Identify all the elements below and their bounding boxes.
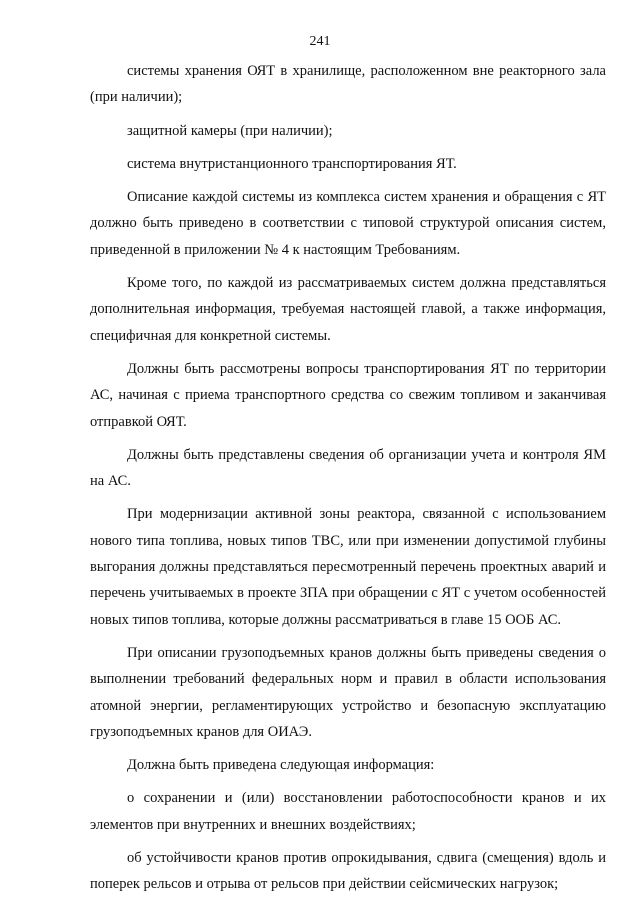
paragraph: При модернизации активной зоны реактора, связанной с использованием нового типа топлива, новых типов ТВС, или при изменении допустимой глубины выгорания должны представляться пересмотренный перечень проектных аварий и перечень учитываемых в проекте ЗПА при обращении с ЯТ с учетом особенностей новых типов топлива, которые должны рассматриваться в главе 15 ООБ АС.: [90, 506, 606, 628]
paragraph: о сохранении и (или) восстановлении работоспособности кранов и их элементов при внутренних и внешних воздействиях;: [90, 790, 606, 833]
document-body: [90, 58, 606, 905]
paragraph: система внутристанционного транспортирования ЯТ.: [127, 155, 457, 172]
paragraph: об устойчивости кранов против опрокидывания, сдвига (смещения) вдоль и поперек рельсов и отрыва от рельсов при действии сейсмических нагрузок;: [90, 850, 606, 893]
paragraph: Должны быть представлены сведения об организации учета и контроля ЯМ на АС.: [90, 446, 606, 490]
page-number: 241: [309, 34, 331, 49]
paragraph: Должна быть приведена следующая информация:: [127, 757, 435, 774]
paragraph: Кроме того, по каждой из рассматриваемых систем должна представляться дополнительная информация, требуемая настоящей главой, а также информация, специфичная для конкретной системы.: [90, 275, 606, 344]
paragraph: Должны быть рассмотрены вопросы транспортирования ЯТ по территории АС, начиная с приема транспортного средства со свежим топливом и заканчивая отправкой ОЯТ.: [90, 360, 606, 430]
paragraph: При описании грузоподъемных кранов должны быть приведены сведения о выполнении требований федеральных норм и правил в области использования атомной энергии, регламентирующих устройство и безопасную эксплуатацию грузоподъемных кранов для ОИАЭ.: [90, 644, 606, 740]
paragraph: защитной камеры (при наличии);: [127, 122, 333, 139]
paragraph: Описание каждой системы из комплекса систем хранения и обращения с ЯТ должно быть приведено в соответствии с типовой структурой описания систем, приведенной в приложении № 4 к настоящим Требованиям.: [90, 189, 606, 258]
paragraph: системы хранения ОЯТ в хранилище, расположенном вне реакторного зала (при наличии);: [90, 63, 606, 106]
